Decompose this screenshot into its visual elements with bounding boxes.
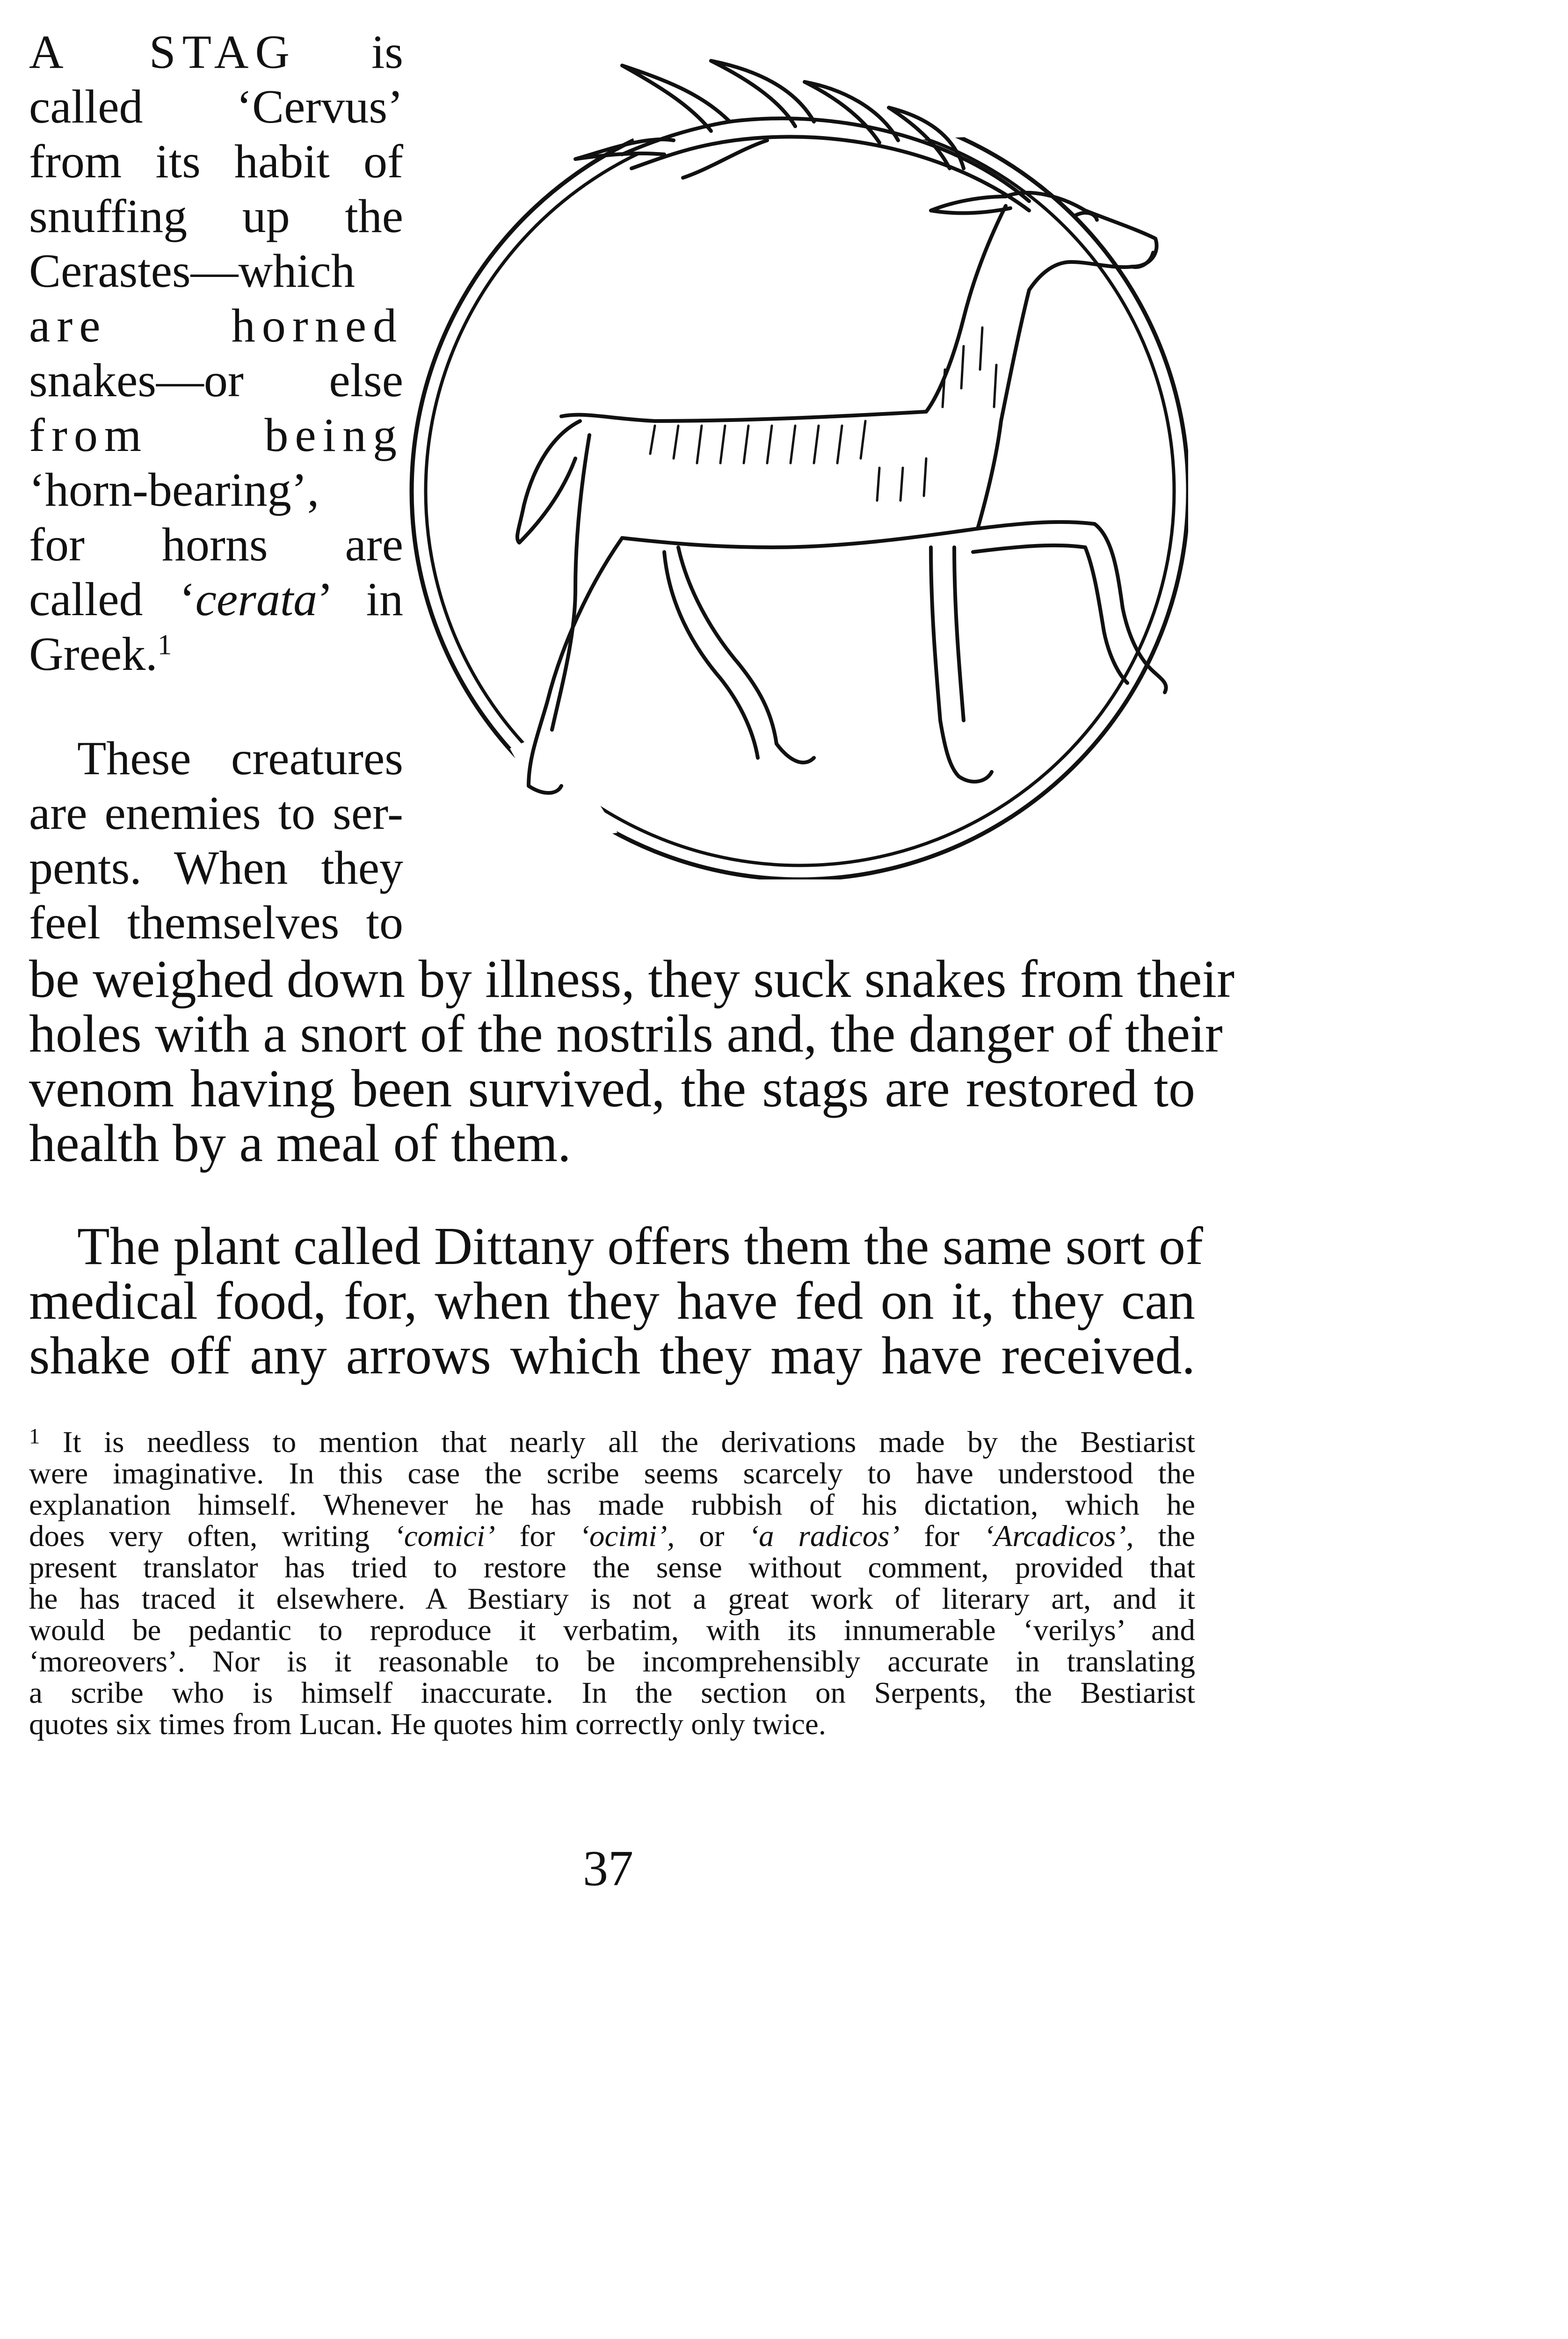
opening-line-10: for horns are (29, 518, 403, 571)
called-prefix: called ‘ (29, 573, 196, 626)
opening-line-5: Cerastes—which (29, 245, 355, 298)
stag-back (561, 412, 926, 421)
cerata-italic: cerata (195, 573, 318, 626)
footnote-line-6: he has traced it elsewhere. A Bestiary is not a great work of literary art, and it (29, 1582, 1195, 1616)
para2-line-2: are enemies to ser- (29, 787, 403, 840)
hoof-gap (510, 730, 617, 842)
footnote-ref-1: 1 (157, 629, 172, 661)
para3-line-2: medical food, for, when they have fed on it, they can (29, 1271, 1195, 1330)
para3-line-1: The plant called Dittany offers them the same sort of (77, 1216, 1203, 1276)
opening-line-3: from its habit of (29, 135, 403, 188)
opening-line-11 (29, 573, 403, 626)
cerata-suffix: ’ in (317, 573, 403, 626)
opening-line-1 (29, 26, 403, 79)
para2-line-6: holes with a snort of the nostrils and, the danger of their (29, 1004, 1223, 1063)
fn4-for-2: for (924, 1519, 959, 1553)
opening-line-2: called ‘Cervus’ (29, 80, 403, 133)
opening-line-6: are horned (29, 299, 403, 352)
stag-neck-front (978, 290, 1029, 529)
footnote-line-2: were imaginative. In this case the scribe seems scarcely to have understood the (29, 1457, 1195, 1490)
footnote-line-9: a scribe who is himself inaccurate. In the section on Serpents, the Bestiarist (29, 1676, 1195, 1710)
stag-hatching (650, 327, 996, 501)
footnote-line-4 (29, 1521, 1195, 1552)
stag-tail (517, 421, 580, 543)
opening-line-8: from being (29, 409, 403, 462)
stag-head (1006, 193, 1157, 290)
front-leg-1-back (954, 547, 964, 720)
opening-line-12 (29, 628, 172, 681)
footnote-line-10: quotes six times from Lucan. He quotes him correctly only twice. (29, 1707, 827, 1741)
page-number: 37 (583, 1841, 633, 1896)
footnote-text-1: It is needless to mention that nearly all the derivations made by the Bestiarist (62, 1425, 1195, 1459)
footnote-line-1 (29, 1424, 1195, 1459)
opening-line-9: ‘horn-bearing’, (29, 464, 319, 516)
para2-line-5: be weighed down by illness, they suck snakes from their (29, 949, 1235, 1009)
stag-ear (931, 196, 1010, 213)
para2-line-1: These creatures (77, 732, 403, 785)
antler-gap (617, 54, 1113, 187)
stag-neck-back (926, 206, 1006, 412)
fn4-arcadicos: ‘Arcadicos’, (983, 1519, 1134, 1553)
fn4-the: the (1158, 1519, 1196, 1553)
fn4-ocimi: ‘ocimi’, (579, 1519, 675, 1553)
footnote-line-3: explanation himself. Whenever he has made rubbish of his dictation, which he (29, 1488, 1195, 1522)
para2-line-8: health by a meal of them. (29, 1113, 571, 1173)
footnote-line-7: would be pedantic to reproduce it verbatim, with its innumerable ‘verilys’ and (29, 1613, 1195, 1647)
footnote-line-5: present translator has tried to restore the sense without comment, provided that (29, 1551, 1195, 1584)
para2-line-4: feel themselves to (29, 896, 403, 949)
opening-line-7: snakes—or else (29, 354, 403, 407)
front-leg-2-back (973, 545, 1127, 683)
opening-line-4: snuffing up the (29, 190, 403, 243)
rear-leg-2-back (664, 552, 758, 758)
footnote-line-8: ‘moreovers’. Nor is it reasonable to be incomprehensibly accurate in translating (29, 1645, 1195, 1678)
opening-heading: A STAG (29, 26, 297, 79)
front-leg-1 (931, 547, 992, 782)
footnote-marker: 1 (29, 1424, 40, 1449)
fn4-a-radicos: ‘a radicos’ (748, 1519, 900, 1553)
rear-leg-1-back (552, 435, 589, 730)
opening-text: is (371, 26, 403, 79)
para2-line-3: pents. When they (29, 842, 403, 894)
fn4-for-1: for (519, 1519, 555, 1553)
rear-leg-2 (678, 547, 814, 763)
fn4-or: or (699, 1519, 725, 1553)
fn4-a: does very often, writing (29, 1519, 370, 1553)
fn4-comici: ‘comici’ (394, 1519, 495, 1553)
stag-illustration (402, 37, 1188, 879)
greek-word: Greek. (29, 628, 158, 681)
para3-line-3: shake off any arrows which they may have received. (29, 1326, 1195, 1385)
stag-belly (622, 529, 978, 547)
para2-line-7: venom having been survived, the stags are restored to (29, 1059, 1195, 1118)
